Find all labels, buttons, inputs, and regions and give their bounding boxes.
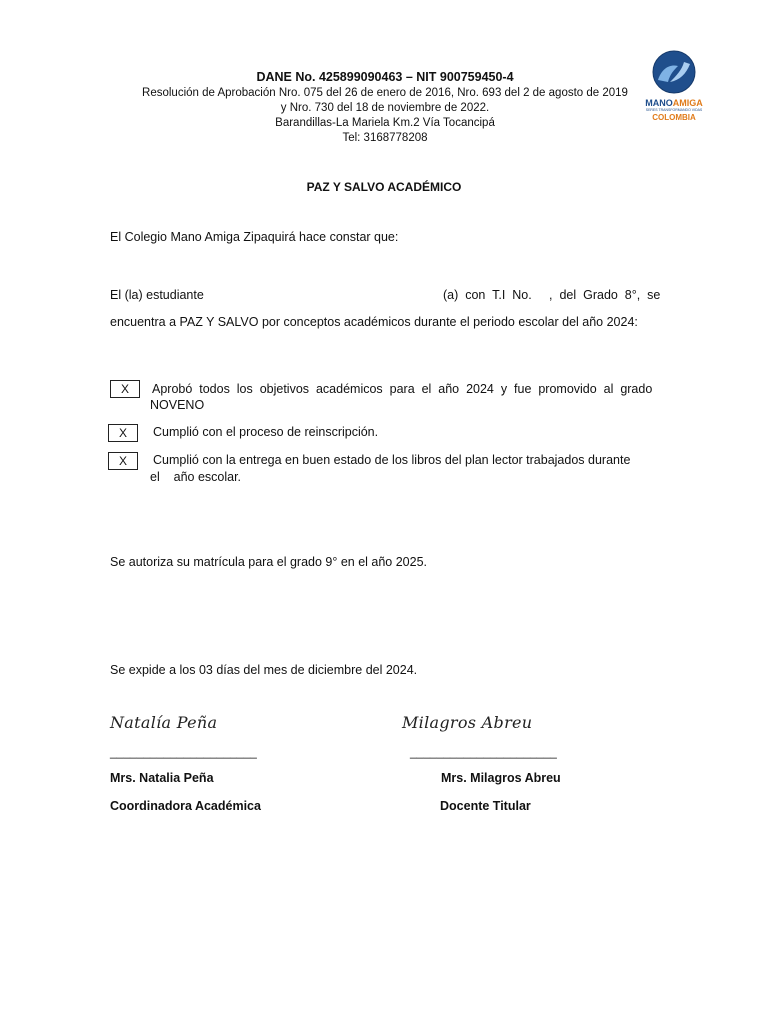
hands-globe-icon [640, 50, 708, 94]
header-title: DANE No. 425899090463 – NIT 900759450-4 [256, 70, 514, 84]
student-line-start: El (la) estudiante [110, 288, 204, 302]
checklist-item-3-text: Cumplió con la entrega en buen estado de los libros del plan lector trabajados durante [153, 453, 631, 467]
signature-line-milagros: ______________________ [410, 745, 557, 759]
issued-date-text: Se expide a los 03 días del mes de diciembre del 2024. [110, 663, 418, 677]
header-phone: Tel: 3168778208 [342, 132, 428, 144]
logo-country: COLOMBIA [652, 113, 696, 122]
signer-role-natalia: Coordinadora Académica [110, 799, 261, 813]
signer-name-natalia: Mrs. Natalia Peña [110, 771, 214, 785]
signer-role-milagros: Docente Titular [440, 799, 531, 813]
header-resolution-line1: Resolución de Aprobación Nro. 075 del 26 de enero de 2016, Nro. 693 del 2 de agosto de 2019 [142, 87, 628, 99]
intro-text: El Colegio Mano Amiga Zipaquirá hace constar que: [110, 230, 399, 244]
checklist-item-3-text-cont: el año escolar. [150, 470, 242, 484]
signature-line-natalia: ______________________ [110, 745, 257, 759]
header-address: Barandillas-La Mariela Km.2 Vía Tocancipá [275, 117, 495, 129]
checklist-item-2-text: Cumplió con el proceso de reinscripción. [153, 425, 379, 439]
signature-milagros: Milagros Abreu [402, 713, 533, 732]
student-status-text: encuentra a PAZ Y SALVO por conceptos académicos durante el periodo escolar del año 2024: [110, 315, 638, 329]
student-line-end: (a) con T.I No. , del Grado 8°, se [443, 288, 661, 302]
checkbox-item-3: X [108, 452, 138, 470]
signer-name-milagros: Mrs. Milagros Abreu [441, 771, 561, 785]
document-title: PAZ Y SALVO ACADÉMICO [306, 180, 462, 194]
checklist-item-1-text-cont: NOVENO [150, 398, 205, 412]
school-logo [640, 50, 708, 120]
logo-tagline: SERES TRANSFORMANDO VIDAS [645, 108, 703, 112]
authorization-text: Se autoriza su matrícula para el grado 9° en el año 2025. [110, 555, 428, 569]
signature-natalia: Natalía Peña [110, 713, 218, 732]
logo-word-mano: MANO [645, 98, 673, 108]
checkbox-item-1: X [110, 380, 140, 398]
checkbox-item-2: X [108, 424, 138, 442]
logo-word-amiga: AMIGA [672, 98, 703, 108]
checklist-item-1-text: Aprobó todos los objetivos académicos para el año 2024 y fue promovido al grado [152, 382, 653, 396]
header-resolution-line2: y Nro. 730 del 18 de noviembre de 2022. [280, 102, 490, 114]
